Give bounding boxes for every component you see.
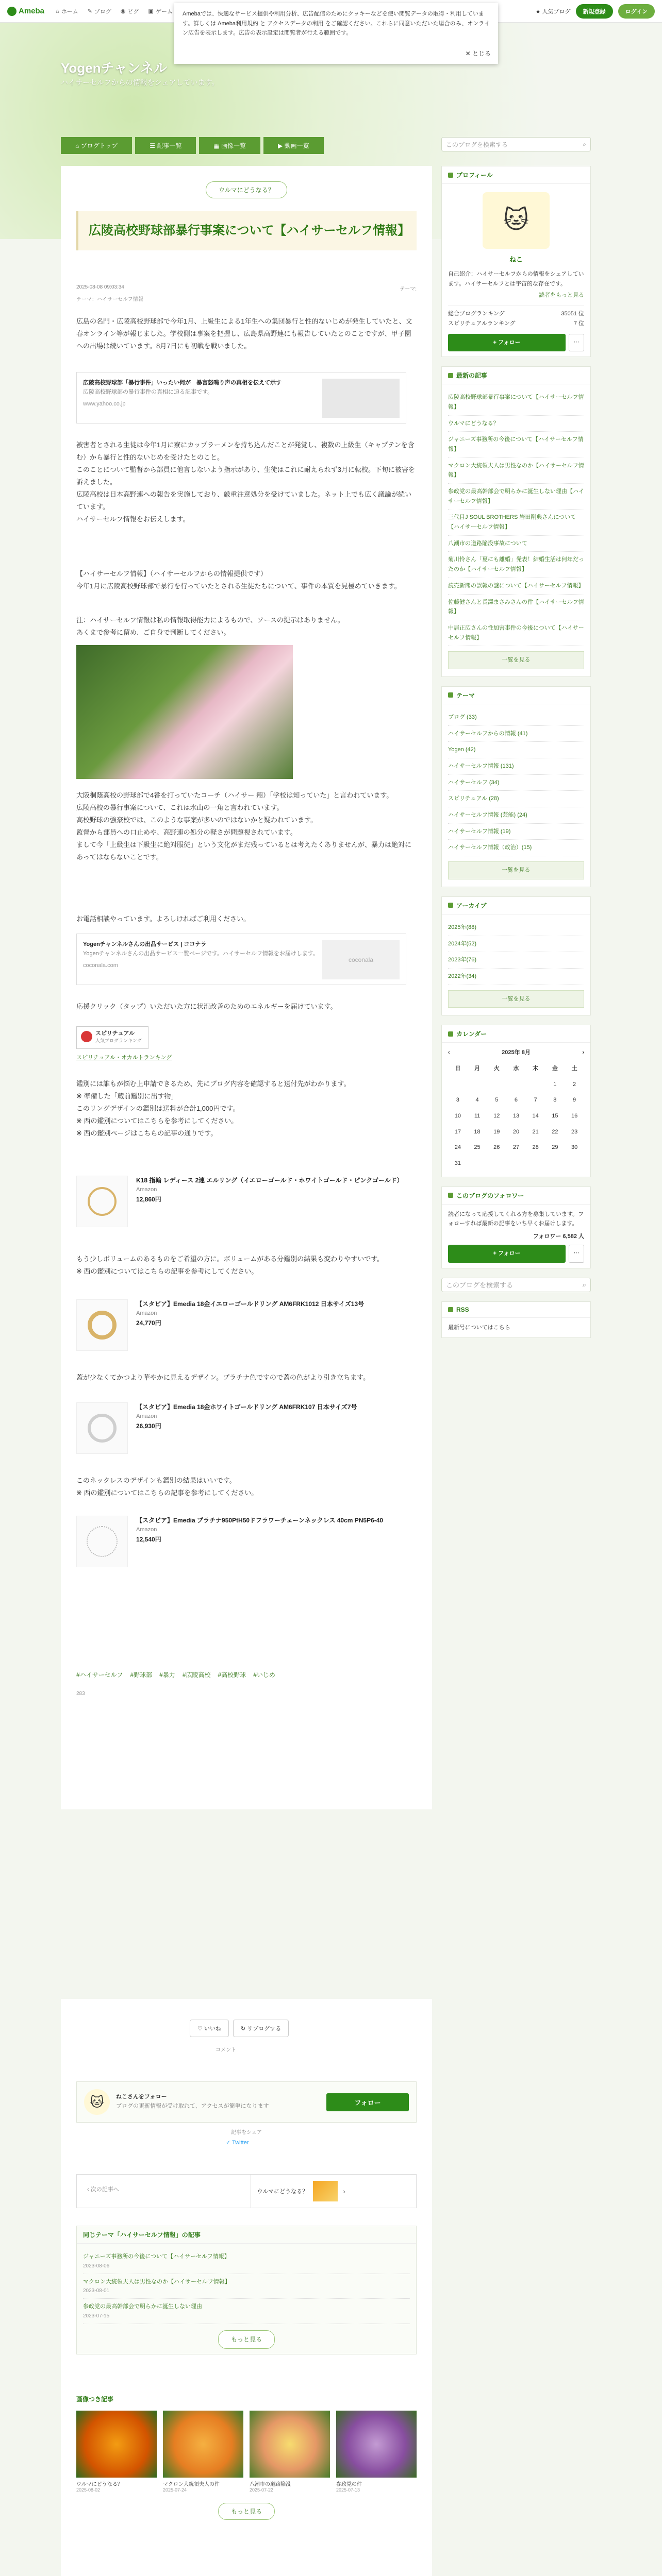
calendar-day[interactable]: 28 xyxy=(532,1144,539,1151)
entry-paragraph: もう少しボリュームのあるものをご希望の方に。ボリュームがある分鑑別の結果も変わりやすいです。 ※ 西の鑑別についてはこちらの記事を参考にしてください。 xyxy=(76,1255,384,1276)
ranking-banner[interactable] xyxy=(76,1026,148,1049)
theme-heading-icon xyxy=(448,692,453,698)
sidebar-search xyxy=(441,1278,591,1292)
search-icon[interactable]: ⌕ xyxy=(583,140,586,148)
follow-card-text: ブログの更新情報が受け取れて、アクセスが簡単になります xyxy=(116,2103,269,2109)
more-options-icon[interactable]: ⋯ xyxy=(569,334,584,352)
ranking-label[interactable]: 総合ブログランキング xyxy=(448,311,505,317)
product-thumb xyxy=(76,1402,128,1454)
entry-paragraph: 注：ハイサーセルフ情報は私の情報取得能力によるもので、ソースの提示はありません。 あくまで参考に留め、ご自身で判断してください。 xyxy=(76,616,344,637)
product-thumb xyxy=(76,1516,128,1567)
calendar-day[interactable]: 18 xyxy=(474,1128,481,1135)
entry-theme[interactable]: テーマ：ハイサーセルフ情報 xyxy=(76,297,143,302)
calendar-weekday: 水 xyxy=(513,1065,519,1072)
followers-count: フォロワー 6,582 人 xyxy=(533,1233,584,1240)
product-brand: Amazon xyxy=(136,1413,157,1420)
entry-title-box xyxy=(76,211,417,250)
recent-entry-link[interactable]: 八潮市の道路陥没事故について xyxy=(448,536,584,552)
link-card-title: 広陵高校野球部「暴行事件」いったい何が 暴言怒鳴り声の真相を伝えて示す xyxy=(83,380,282,386)
theme-box xyxy=(441,686,591,887)
ranking2-value: 7 位 xyxy=(573,320,584,327)
entry-main xyxy=(61,166,432,1809)
product-name: 【スタビア】Emedia 18金イエローゴールドリング AM6FRK1012 日本サイズ13号 xyxy=(136,1300,365,1308)
calendar-day[interactable]: 14 xyxy=(532,1113,539,1120)
recent-entry-link[interactable]: 広陵高校野球部暴行事案について【ハイサーセルフ情報】 xyxy=(448,389,584,415)
image-entry[interactable]: マクロン大統領夫人の件 2025-07-24 xyxy=(163,2411,243,2493)
reblog-button[interactable]: ↻ リブログする xyxy=(233,2020,289,2037)
hashtag[interactable]: #広陵高校 xyxy=(182,1671,211,1679)
product-price: 24,770円 xyxy=(136,1319,161,1327)
profile-heading: プロフィール xyxy=(442,166,590,184)
sidebar-search-input[interactable]: このブログを検索する ⌕ xyxy=(441,1278,591,1292)
calendar-day[interactable]: 5 xyxy=(495,1097,499,1104)
calendar-day[interactable]: 23 xyxy=(571,1128,578,1135)
recent-entry-link[interactable]: ウルマにどうなる？ xyxy=(448,416,584,432)
follow-card-avatar[interactable]: 🐱 xyxy=(84,2089,110,2115)
entry-footer-area xyxy=(61,1999,432,2576)
calendar-weekday: 月 xyxy=(474,1065,481,1072)
theme-link[interactable]: ハイサーセルフ情報 (131) xyxy=(448,758,584,775)
calendar-day[interactable]: 11 xyxy=(474,1113,481,1120)
profile-follow-button[interactable]: + フォロー xyxy=(448,334,566,352)
calendar-day[interactable]: 19 xyxy=(493,1128,500,1135)
coconala-card-url: coconala.com xyxy=(83,962,118,969)
calendar-day xyxy=(506,1077,526,1093)
archive-link[interactable]: 2022年(34) xyxy=(448,969,584,985)
hashtag[interactable]: #いじめ xyxy=(253,1671,275,1679)
calendar-day[interactable]: 27 xyxy=(512,1144,520,1151)
calendar-weekday: 日 xyxy=(455,1065,461,1072)
followers-heading: このブログのフォロワー xyxy=(442,1187,590,1205)
sidebar xyxy=(441,166,591,1347)
archive-heading: アーカイブ xyxy=(442,897,590,914)
like-button[interactable]: ♡ いいね xyxy=(190,2020,229,2037)
global-nav-item-game[interactable]: ▣ ゲーム xyxy=(148,8,173,15)
theme-link[interactable]: スピリチュアル (28) xyxy=(448,791,584,807)
rss-box xyxy=(441,1301,591,1338)
product-card[interactable] xyxy=(76,1516,417,1567)
ranking-value: 35051 位 xyxy=(561,311,584,317)
archive-link[interactable]: 2023年(76) xyxy=(448,952,584,969)
calendar-day[interactable]: 4 xyxy=(475,1097,479,1104)
hashtag-list xyxy=(76,1670,417,1679)
search-icon[interactable]: ⌕ xyxy=(582,1280,586,1289)
calendar-weekday: 木 xyxy=(533,1065,539,1072)
ranking-banner-sub: 人気ブログランキング xyxy=(95,1038,142,1043)
product-name: 【スタビア】Emedia プラチナ950PtH50ドフラワーチェーンネックレス 40cm PN5P6-40 xyxy=(136,1517,384,1524)
entry-meta xyxy=(76,284,417,292)
calendar-day xyxy=(506,1156,526,1172)
product-brand: Amazon xyxy=(136,1527,157,1533)
theme-link[interactable]: ハイサーセルフ情報 (19) xyxy=(448,824,584,840)
blog-nav xyxy=(61,137,324,154)
recent-entry-link[interactable]: 参政党の最高幹部会で明らかに誕生しない理由【ハイサーセルフ情報】 xyxy=(448,484,584,510)
calendar-day[interactable]: 25 xyxy=(474,1144,481,1151)
product-name: 【スタビア】Emedia 18金ホワイトゴールドリング AM6FRK107 日本サイズ7号 xyxy=(136,1403,357,1411)
profile-text: 自己紹介：ハイサーセルフからの情報をシェアしています。ハイサーセルフとは宇宙的な存在です。 xyxy=(448,271,584,287)
global-nav-item-home[interactable]: ⌂ ホーム xyxy=(56,8,78,15)
recent-entry-link[interactable]: ジャニーズ事務所の今後について【ハイサーセルフ情報】 xyxy=(448,432,584,457)
signup-button[interactable]: 新規登録 xyxy=(576,4,613,19)
product-price: 26,930円 xyxy=(136,1422,161,1430)
same-theme-box xyxy=(76,2226,417,2354)
calendar-heading-icon xyxy=(448,1031,453,1037)
product-brand: Amazon xyxy=(136,1310,157,1317)
calendar-day[interactable]: 10 xyxy=(454,1113,461,1120)
coconala-card-title: Yogenチャンネルさんの出品サービス | ココナラ xyxy=(83,941,207,947)
share-label: 記事をシェア xyxy=(231,2130,262,2136)
entry-title[interactable]: 広陵高校野球部暴行事案について【ハイサーセルフ情報】 xyxy=(89,224,410,238)
entry-paragraph: 被害者とされる生徒は今年1月に寮にカップラーメンを持ち込んだことが発覚し、複数の上級生（キャプテンを含む）から暴行と性的ないじめを受けたとのこと。 このことについて監督から部員に他言しないよう指示があり、生徒はこれに耐えられず3月に転校。下旬に被害を訴えました。 広陵高校は日本高野連への報告を実施しており、厳重注意処分を受けていました。ネット上でも広く議論が続いています。 ハイサーセルフ情報をお伝えします。 xyxy=(76,441,415,523)
coconala-card[interactable] xyxy=(76,934,406,985)
popular-blog-link[interactable]: ★ 人気ブログ xyxy=(535,8,571,15)
recent-more-button[interactable]: 一覧を見る xyxy=(448,651,584,669)
hashtag[interactable]: #野球部 xyxy=(130,1671,153,1679)
image-entries-box xyxy=(76,2391,417,2520)
blog-description: ハイサーセルフからの情報をシェアしています。 xyxy=(61,78,219,87)
blog-nav-top[interactable]: ⌂ ブログトップ xyxy=(61,137,132,154)
entry-photo-flowers[interactable] xyxy=(76,645,293,779)
cookie-close-button[interactable]: ✕ とじる xyxy=(465,49,491,57)
sidebar-follow-button[interactable]: + フォロー xyxy=(448,1245,566,1263)
recent-entry-link[interactable]: マクロン大統領夫人は男性なのか【ハイサーセルフ情報】 xyxy=(448,458,584,484)
calendar-weekday: 土 xyxy=(571,1065,577,1072)
calendar-day xyxy=(468,1077,487,1093)
calendar-prev-icon[interactable]: ‹ xyxy=(448,1049,450,1056)
recent-entry-link[interactable]: 菊川怜さん「夏にも離婚」発表！結婚生活は何年だったのか【ハイサーセルフ情報】 xyxy=(448,552,584,578)
calendar-day xyxy=(487,1077,506,1093)
blog-nav-images[interactable]: ▦ 画像一覧 xyxy=(199,137,260,154)
theme-link[interactable]: ハイサーセルフ情報（政治）(15) xyxy=(448,840,584,856)
same-theme-entry[interactable]: ジャニーズ事務所の今後について【ハイサーセルフ情報】 2023-08-06 xyxy=(83,2249,410,2274)
calendar-day[interactable]: 15 xyxy=(552,1113,558,1120)
ameba-logo-icon xyxy=(7,7,16,16)
hashtag[interactable]: #高校野球 xyxy=(218,1671,246,1679)
calendar-day[interactable]: 17 xyxy=(454,1128,461,1135)
blog-nav-videos[interactable]: ▶ 動画一覧 xyxy=(263,137,324,154)
product-thumb xyxy=(76,1176,128,1227)
entry-paragraph: 【ハイサーセルフ情報】（ハイサーセルフからの情報提供です） 今年1月に広陵高校野球部で暴行を行っていたとされる生徒たちについて、事件の本質を見極めていきます。 xyxy=(76,570,401,590)
profile-more-link[interactable]: 読者をもっと見る xyxy=(539,292,584,299)
recent-entry-link[interactable]: 三代目J SOUL BROTHERS 岩田剛典さんについて【ハイサーセルフ情報】 xyxy=(448,510,584,535)
calendar-day[interactable]: 2 xyxy=(573,1081,576,1088)
entry-paragraph: 蓋が少なくてかつより華やかに見えるデザイン。プラチナ色ですので蓋の色がより引き立ちます。 xyxy=(76,1374,370,1381)
archive-link[interactable]: 2025年(88) xyxy=(448,920,584,936)
link-card-sub: 広陵高校野球部の暴行事件の真相に迫る記事です。 xyxy=(83,388,213,395)
topbar-actions xyxy=(536,4,655,19)
archive-box xyxy=(441,896,591,1015)
entry-date: 2025-08-08 09:03:34 xyxy=(76,284,124,290)
product-name: K18 指輪 レディース 2連 エルリング（イエローゴールド・ホワイトゴールド・ピンクゴールド） xyxy=(136,1177,403,1184)
calendar-day[interactable]: 9 xyxy=(573,1097,576,1104)
next-entry-link[interactable]: ウルマにどうなる？ › xyxy=(251,2175,417,2208)
comment-link[interactable]: コメント xyxy=(216,2047,236,2053)
product-card[interactable] xyxy=(76,1299,417,1351)
rss-link[interactable]: 最新号についてはこちら xyxy=(448,1324,510,1331)
calendar-day[interactable]: 3 xyxy=(456,1097,459,1104)
calendar-day[interactable]: 26 xyxy=(493,1144,500,1151)
more-options-icon[interactable]: ⋯ xyxy=(569,1245,584,1263)
calendar-day[interactable]: 13 xyxy=(512,1113,520,1120)
entry-paragraph: 応援クリック（タップ）いただいた方に状況改善のためのエネルギーを届けています。 xyxy=(76,1003,337,1010)
calendar-day[interactable]: 8 xyxy=(553,1097,557,1104)
coconala-card-sub: Yogenチャンネルさんの出品サービス一覧ページです。ハイサーセルフ情報をお届けします。 xyxy=(83,950,319,957)
ameba-logo-text: Ameba xyxy=(19,7,45,15)
link-card[interactable] xyxy=(76,372,406,423)
global-nav xyxy=(56,7,173,15)
recent-heading: 最新の記事 xyxy=(442,367,590,384)
calendar-weekday: 金 xyxy=(552,1065,558,1072)
theme-link[interactable]: Yogen (42) xyxy=(448,742,584,758)
profile-name[interactable]: ねこ xyxy=(509,256,523,263)
profile-box xyxy=(441,166,591,357)
follow-card-button[interactable]: フォロー xyxy=(326,2093,409,2111)
same-theme-entry[interactable]: マクロン大統領夫人は男性なのか【ハイサーセルフ情報】 2023-08-01 xyxy=(83,2274,410,2299)
theme-link[interactable]: ハイサーセルフ情報 (芸能) (24) xyxy=(448,807,584,824)
theme-heading: テーマ xyxy=(442,687,590,704)
same-theme-entry[interactable]: 参政党の最高幹部会で明らかに誕生しない理由 2023-07-15 xyxy=(83,2299,410,2324)
calendar-next-icon[interactable]: › xyxy=(582,1049,584,1056)
image-entry-thumb xyxy=(163,2411,243,2478)
calendar-heading: カレンダー xyxy=(442,1025,590,1043)
entry-meta-right: テーマ: xyxy=(400,286,417,292)
profile-heading-icon xyxy=(448,173,453,178)
archive-heading-icon xyxy=(448,903,453,908)
followers-box xyxy=(441,1187,591,1268)
calendar-day[interactable]: 31 xyxy=(454,1160,461,1167)
calendar-box xyxy=(441,1025,591,1177)
hashtag[interactable]: #暴力 xyxy=(159,1671,175,1679)
profile-avatar[interactable]: 🐱 xyxy=(483,192,550,249)
calendar-day[interactable]: 12 xyxy=(493,1113,500,1120)
ranking2-label[interactable]: スピリチュアルランキング xyxy=(448,320,516,327)
link-card-thumb xyxy=(322,379,400,418)
follow-card-name: ねこさんをフォロー xyxy=(116,2094,167,2100)
recent-entries-box xyxy=(441,366,591,677)
calendar-day[interactable]: 29 xyxy=(552,1144,558,1151)
follow-card xyxy=(76,2081,417,2123)
calendar-day xyxy=(565,1156,584,1172)
product-thumb xyxy=(76,1299,128,1351)
blog-search-input[interactable]: このブログを検索する ⌕ xyxy=(441,137,591,151)
image-entries-more-button[interactable]: もっと見る xyxy=(218,2503,275,2520)
like-count: 283 xyxy=(76,1691,85,1697)
product-card[interactable] xyxy=(76,1176,417,1227)
calendar-table xyxy=(448,1061,584,1172)
entry-paragraph: 大阪桐蔭高校の野球部で4番を打っていたコーチ（ハイサー 翔）「学校は知っていた」と言われています。 広陵高校の暴行事案について、これは氷山の一角と言われています。 高校野球の強豪校では、このような事案が多いのではないかと疑われています。 監督から部員への口止めや、高野連の処分の軽さが問題視されています。 まして今「上級生は下級生に絶対服従」という文化がまだ残っているとは考えたくありませんが、暴力は絶対にあってはならないことです。 xyxy=(76,791,412,861)
calendar-day[interactable]: 20 xyxy=(512,1128,520,1135)
recent-entry-link[interactable]: 中居正広さんの性加害事件の今後について【ハイサーセルフ情報】 xyxy=(448,620,584,646)
product-price: 12,860円 xyxy=(136,1195,161,1203)
global-nav-item-pigg[interactable]: ◉ ピグ xyxy=(120,8,139,15)
theme-more-button[interactable]: 一覧を見る xyxy=(448,861,584,879)
same-theme-heading: 同じテーマ「ハイサーセルフ情報」の記事 xyxy=(77,2226,416,2244)
theme-link[interactable]: ハイサーセルフ (34) xyxy=(448,775,584,791)
entry-paragraph: このネックレスのデザインも鑑別の結果はいいです。 ※ 西の鑑別についてはこちらの記事を参考にしてください。 xyxy=(76,1477,258,1497)
prev-entry-link[interactable]: ‹ 次の記事へ xyxy=(87,2187,119,2193)
cookie-banner xyxy=(174,3,498,64)
calendar-day[interactable]: 1 xyxy=(553,1081,557,1088)
ameba-logo[interactable] xyxy=(7,7,44,16)
calendar-month: 2025年 8月 xyxy=(502,1049,531,1056)
global-nav-item-blog[interactable]: ✎ ブログ xyxy=(87,8,111,15)
product-card[interactable] xyxy=(76,1402,417,1454)
calendar-day xyxy=(526,1077,545,1093)
theme-link[interactable]: ブログ (33) xyxy=(448,709,584,726)
entry-paragraph: 鑑別には誰もが悩む上申請できるため、先にブログ内容を確認すると送付先がわかります。 ※ 準備した「蔵前鑑別に出す物」 このリングデザインの鑑別は送料が合計1,000円です。 ※ 西の鑑別についてはこちらを参考にしてください。 ※ 西の鑑別ページはこちらの記事の通りです。 xyxy=(76,1080,351,1138)
image-entry[interactable]: ウルマにどうなる？ 2025-08-02 xyxy=(76,2411,157,2493)
followers-text: 読者になって応援してくれる方を募集しています。フォローすれば最新の記事をいち早くお届けします。 xyxy=(448,1211,584,1227)
calendar-day[interactable]: 24 xyxy=(454,1144,461,1151)
hashtag[interactable]: #ハイサーセルフ xyxy=(76,1671,123,1679)
ranking-banner-label: スピリチュアル xyxy=(95,1030,135,1037)
archive-link[interactable]: 2024年(52) xyxy=(448,936,584,953)
recent-entry-link[interactable]: 佐藤健さんと長澤まさみさんの件【ハイサーセルフ情報】 xyxy=(448,595,584,620)
coconala-card-thumb: coconala xyxy=(322,940,400,979)
recent-heading-icon xyxy=(448,373,453,378)
image-entry-thumb xyxy=(76,2411,157,2478)
calendar-day[interactable]: 21 xyxy=(532,1128,539,1135)
recent-entry-link[interactable]: 読売新聞の誤報の謎について【ハイサーセルフ情報】 xyxy=(448,578,584,595)
prev-entry-pill[interactable]: ウルマにどうなる？ xyxy=(206,181,287,198)
cookie-text: Amebaでは、快適なサービス提供や利用分析、広告配信のためにクッキーなどを使い閲覧データの取得・利用しています。詳しくは Ameba利用規約 と アクセスデータの利用 をご確認ください。これらに同意いただいた場合のみ、オンライン広告を表示します。広告の表示設定は閲覧者が行える範囲です。 xyxy=(183,11,490,37)
calendar-day[interactable]: 6 xyxy=(514,1097,518,1104)
image-entries-heading: 画像つき記事 xyxy=(76,2396,114,2403)
followers-heading-icon xyxy=(448,1193,453,1198)
image-entry[interactable]: 参政党の件 2025-07-13 xyxy=(336,2411,417,2493)
twitter-share-button[interactable]: ✓ Twitter xyxy=(226,2140,249,2146)
image-entry[interactable]: 八潮市の道路陥没 2025-07-22 xyxy=(250,2411,330,2493)
calendar-weekday: 火 xyxy=(493,1065,500,1072)
same-theme-more-button[interactable]: もっと見る xyxy=(218,2330,275,2349)
calendar-day[interactable]: 16 xyxy=(571,1113,578,1120)
calendar-day[interactable]: 22 xyxy=(552,1128,558,1135)
calendar-day[interactable]: 7 xyxy=(534,1097,537,1104)
rss-heading: RSS xyxy=(442,1302,590,1318)
prev-next-nav xyxy=(76,2174,417,2208)
entry-paragraph: お電話相談やっています。よろしければご利用ください。 xyxy=(76,915,250,923)
blog-nav-entries[interactable]: ☰ 記事一覧 xyxy=(135,137,196,154)
image-entry-thumb xyxy=(250,2411,330,2478)
calendar-day xyxy=(468,1156,487,1172)
calendar-day xyxy=(487,1156,506,1172)
login-button[interactable]: ログイン xyxy=(618,4,655,19)
archive-more-button[interactable]: 一覧を見る xyxy=(448,990,584,1008)
image-entry-thumb xyxy=(336,2411,417,2478)
calendar-day xyxy=(526,1156,545,1172)
theme-link[interactable]: ハイサーセルフからの情報 (41) xyxy=(448,726,584,742)
product-brand: Amazon xyxy=(136,1187,157,1193)
ranking-banner-icon xyxy=(81,1031,92,1042)
link-card-url: www.yahoo.co.jp xyxy=(83,401,126,408)
entry-paragraph: 広島の名門・広陵高校野球部で今年1月、上級生による1年生への集団暴行と性的ないじめが発生していたと、文春オンライン等が報じました。学校側は事案を把握し、広島県高野連にも報告していたとのことですが、甲子園への出場は続いています。8月7日にも初戦を戦いました。 xyxy=(76,317,412,350)
calendar-day xyxy=(545,1156,565,1172)
product-price: 12,540円 xyxy=(136,1535,161,1543)
next-entry-thumb xyxy=(313,2181,338,2201)
calendar-day[interactable]: 30 xyxy=(571,1144,578,1151)
rss-icon xyxy=(448,1307,453,1312)
blog-title[interactable]: Yogenチャンネル xyxy=(61,60,167,76)
ranking-link[interactable]: スピリチュアル・オカルトランキング xyxy=(76,1055,172,1061)
calendar-day xyxy=(448,1077,468,1093)
